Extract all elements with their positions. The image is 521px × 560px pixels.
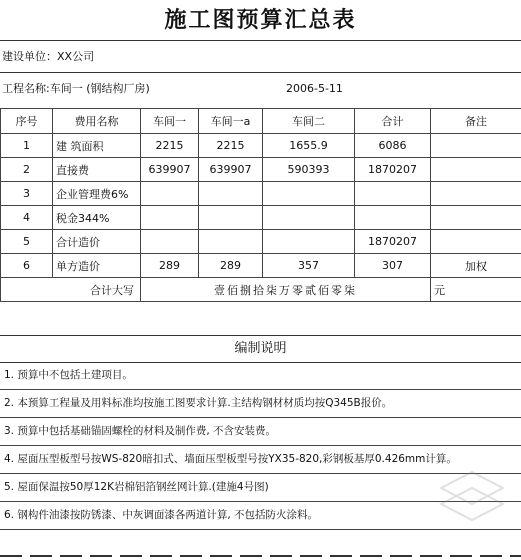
- divider: [0, 40, 521, 41]
- cell: 6: [1, 254, 53, 278]
- cell: [141, 182, 199, 206]
- sheet-title: 施工图预算汇总表: [164, 7, 357, 33]
- cell: [431, 182, 521, 206]
- capital-total-row: [1, 278, 521, 302]
- cell: 企业管理费6%: [53, 182, 141, 206]
- cell: [355, 182, 431, 206]
- cell: 3: [1, 182, 53, 206]
- header-cell: 车间二: [263, 109, 355, 134]
- cell: 建 筑面积: [53, 134, 141, 158]
- capital-label: 合计大写: [1, 278, 141, 302]
- table-row: [1, 134, 521, 158]
- note-item: 6. 钢构件油漆按防锈漆、中灰调面漆各两道计算, 不包括防火涂料。: [0, 502, 521, 530]
- cell: [199, 206, 263, 230]
- cell: 单方造价: [53, 254, 141, 278]
- table-row: [1, 254, 521, 278]
- cell: 1870207: [355, 230, 431, 254]
- cell: 1: [1, 134, 53, 158]
- header-cell: 费用名称: [53, 109, 141, 134]
- capital-unit: 元: [431, 278, 521, 302]
- cell: 1655.9: [263, 134, 355, 158]
- header-cell: 车间一: [141, 109, 199, 134]
- table-row: [1, 182, 521, 206]
- note-item: 1. 预算中不包括土建项目。: [0, 362, 521, 390]
- unit-row: [0, 46, 521, 68]
- divider: [0, 72, 521, 73]
- cell: [141, 230, 199, 254]
- header-cell: 序号: [1, 109, 53, 134]
- cut-off-row: [0, 552, 521, 560]
- note-item: 5. 屋面保温按50厚12K岩棉铝箔钢丝网计算.(建施4号图): [0, 474, 521, 502]
- cell: [431, 158, 521, 182]
- project-label: 工程名称:车间一 (钢结构厂房): [2, 82, 150, 95]
- cell: 2: [1, 158, 53, 182]
- table-header: [1, 109, 521, 134]
- cell: 加权: [431, 254, 521, 278]
- cell: [263, 182, 355, 206]
- cell: 4: [1, 206, 53, 230]
- project-row: [0, 78, 521, 100]
- cell: 639907: [199, 158, 263, 182]
- cell: 6086: [355, 134, 431, 158]
- cell: 2215: [141, 134, 199, 158]
- header-cell: 备注: [431, 109, 521, 134]
- section-title: 编制说明: [0, 335, 521, 363]
- header-cell: 合计: [355, 109, 431, 134]
- cell: 590393: [263, 158, 355, 182]
- cell: 2215: [199, 134, 263, 158]
- summary-table: [0, 108, 521, 302]
- cell: 639907: [141, 158, 199, 182]
- cell: [355, 206, 431, 230]
- cell: 289: [199, 254, 263, 278]
- cell: [431, 206, 521, 230]
- table-row: [1, 158, 521, 182]
- cell: [431, 134, 521, 158]
- cell: [263, 206, 355, 230]
- cell: [263, 230, 355, 254]
- unit-label: 建设单位：XX公司: [2, 50, 95, 63]
- cell: 合计造价: [53, 230, 141, 254]
- cell: [199, 182, 263, 206]
- cell: [141, 206, 199, 230]
- cell: [199, 230, 263, 254]
- capital-value: 壹佰捌拾柒万零贰佰零柒: [141, 278, 431, 302]
- cell: [431, 230, 521, 254]
- cell: 税金344%: [53, 206, 141, 230]
- cell: 直接费: [53, 158, 141, 182]
- cell: 307: [355, 254, 431, 278]
- watermark-icon: [437, 468, 507, 528]
- note-item: 4. 屋面压型板型号按WS-820暗扣式、墙面压型板型号按YX35-820,彩钢板基厚0.426mm计算。: [0, 446, 521, 474]
- header-cell: 车间一a: [199, 109, 263, 134]
- table-row: [1, 206, 521, 230]
- cell: 289: [141, 254, 199, 278]
- cell: 5: [1, 230, 53, 254]
- project-date: 2006-5-11: [286, 82, 343, 95]
- cell: 357: [263, 254, 355, 278]
- table-row: [1, 230, 521, 254]
- cell: 1870207: [355, 158, 431, 182]
- note-item: 3. 预算中包括基础锚固螺栓的材料及制作费, 不含安装费。: [0, 418, 521, 446]
- note-item: 2. 本预算工程量及用料标准均按施工图要求计算.主结构钢材材质均按Q345B报价。: [0, 390, 521, 418]
